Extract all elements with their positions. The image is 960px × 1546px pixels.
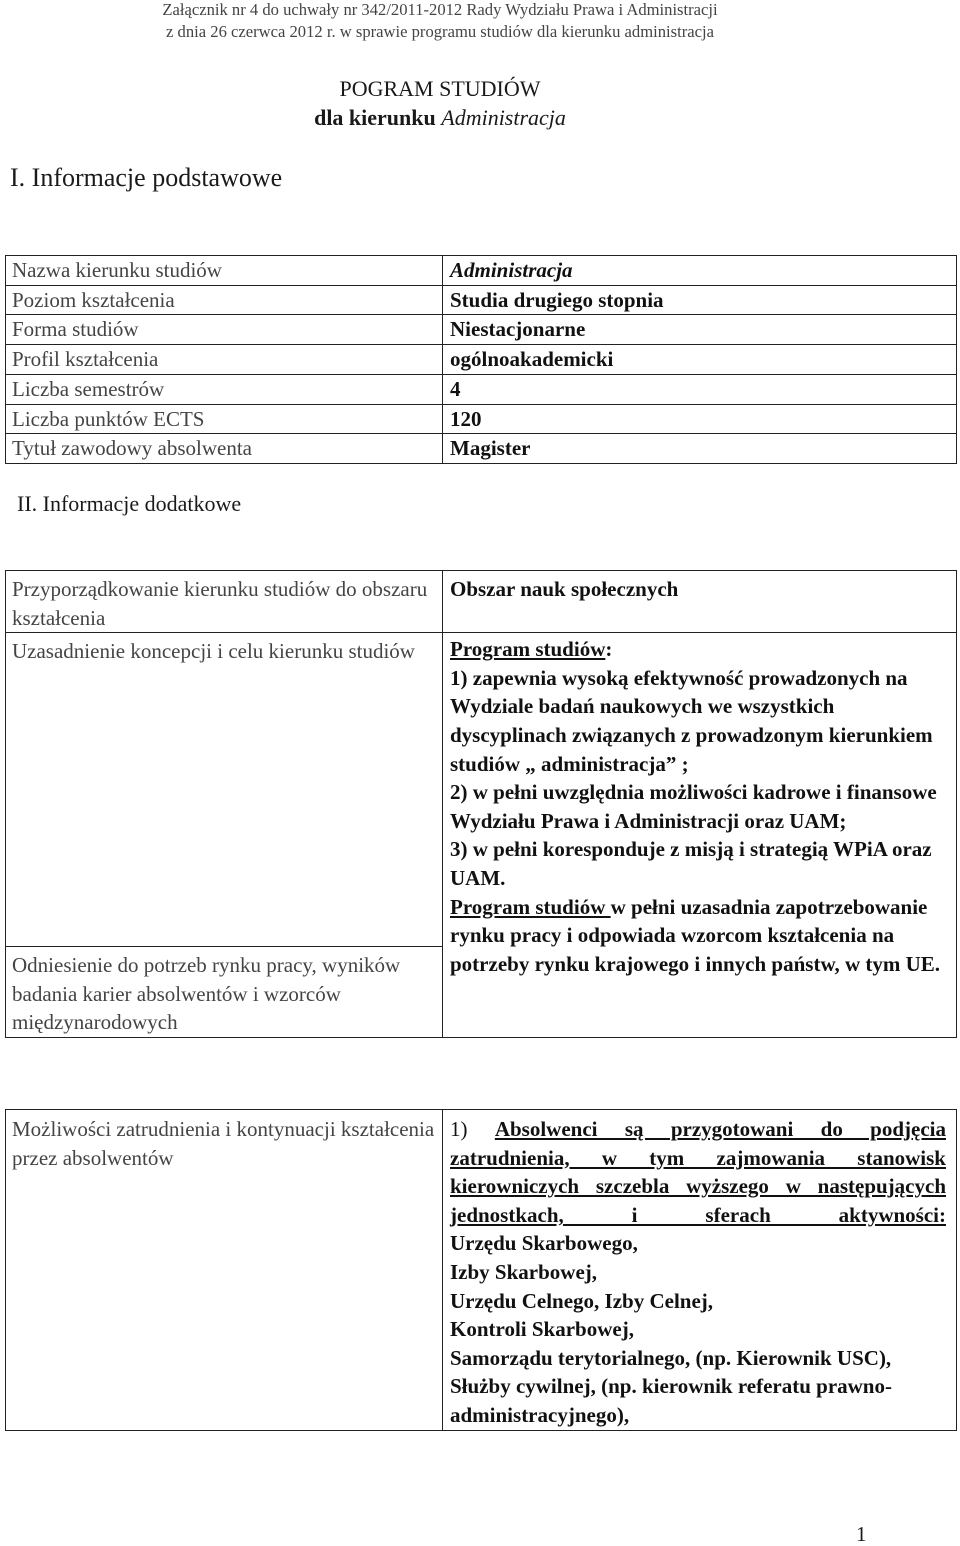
row-value: Magister [443, 434, 957, 464]
employment-item: Urzędu Celnego, Izby Celnej, [450, 1288, 714, 1313]
employment-table [5, 1109, 957, 1431]
row-label: Tytuł zawodowy absolwenta [6, 434, 443, 464]
table-row [6, 434, 957, 464]
program-item: 3) w pełni koresponduje z misją i strategią WPiA oraz UAM. [450, 837, 932, 890]
employment-heading: Absolwenci są przygotowani do podjęcia zatrudnienia, w tym zajmowania stanowisk kierowniczych szczebla wyższego w następujących jednostkach, i sferach aktywności: [450, 1117, 946, 1227]
subtitle-field: Administracja [441, 105, 566, 130]
table-row [6, 374, 957, 404]
table-row [6, 256, 957, 286]
document-subtitle [0, 103, 880, 132]
row-label: Liczba punktów ECTS [6, 404, 443, 434]
header-line-2: z dnia 26 czerwca 2012 r. w sprawie programu studiów dla kierunku administracja [166, 22, 714, 41]
employment-number: 1) [450, 1117, 495, 1141]
row-label: Poziom kształcenia [6, 285, 443, 315]
row-value: ogólnoakademicki [443, 345, 957, 375]
employment-description [443, 1110, 957, 1431]
program2-heading: Program studiów [450, 894, 611, 919]
table-row [6, 404, 957, 434]
program-item: 1) zapewnia wysoką efektywność prowadzonych na Wydziale badań naukowych we wszystkich dyscyplinach związanych z prowadzonym kierunkiem studiów „ administracja” ; [450, 665, 933, 776]
employment-item: Izby Skarbowej, [450, 1259, 598, 1284]
program-item: 2) w pełni uwzględnia możliwości kadrowe i finansowe Wydziału Prawa i Administracji oraz UAM; [450, 780, 937, 833]
program-colon: : [605, 637, 613, 662]
document-title: POGRAM STUDIÓW [339, 76, 541, 101]
employment-item: Urzędu Skarbowego, [450, 1231, 638, 1256]
employment-item: Samorządu terytorialnego, (np. Kierownik USC), [450, 1345, 892, 1370]
row-label: Profil kształcenia [6, 345, 443, 375]
row-value: Niestacjonarne [443, 315, 957, 345]
program-justification [450, 893, 956, 979]
section-2-heading: II. Informacje dodatkowe [17, 491, 242, 516]
table-row [6, 315, 957, 345]
basic-info-table [5, 255, 957, 464]
odniesienie-label: Odniesienie do potrzeb rynku pracy, wyników badania karier absolwentów i wzorców międzynarodowych [6, 947, 443, 1038]
uzasadnienie-label: Uzasadnienie koncepcji i celu kierunku studiów [6, 633, 443, 947]
row-label: Liczba semestrów [6, 374, 443, 404]
mozliwosci-label: Możliwości zatrudnienia i kontynuacji kształcenia przez absolwentów [6, 1110, 443, 1431]
section-1-heading: I. Informacje podstawowe [10, 163, 283, 192]
obszar-value: Obszar nauk społecznych [443, 571, 957, 633]
page-number: 1 [856, 1522, 867, 1546]
table-row [6, 345, 957, 375]
row-value: Administracja [443, 256, 957, 286]
table-row [6, 285, 957, 315]
additional-info-table [5, 570, 957, 1038]
table-row [6, 571, 957, 633]
program-heading-line [450, 635, 956, 664]
row-label: Nazwa kierunku studiów [6, 256, 443, 286]
employment-item: Kontroli Skarbowej, [450, 1317, 634, 1342]
program-description [443, 633, 957, 1038]
table-row [6, 633, 957, 947]
obszar-label: Przyporządkowanie kierunku studiów do obszaru kształcenia [6, 571, 443, 633]
header-line-1: Załącznik nr 4 do uchwały nr 342/2011-2012 Rady Wydziału Prawa i Administracji [162, 0, 718, 19]
program-heading: Program studiów [450, 637, 606, 662]
row-value: 4 [443, 374, 957, 404]
row-value: Studia drugiego stopnia [443, 285, 957, 315]
row-value: 120 [443, 404, 957, 434]
subtitle-prefix: dla kierunku [314, 105, 442, 130]
table-row [6, 1110, 957, 1431]
row-label: Forma studiów [6, 315, 443, 345]
employment-intro [450, 1115, 946, 1229]
employment-item: Służby cywilnej, (np. kierownik referatu prawno-administracyjnego), [450, 1374, 892, 1427]
program2-text: w pełni uzasadnia zapotrzebowanie rynku pracy i odpowiada wzorcom kształcenia na potrzeby rynku krajowego i innych państw, w tym UE. [450, 894, 941, 976]
